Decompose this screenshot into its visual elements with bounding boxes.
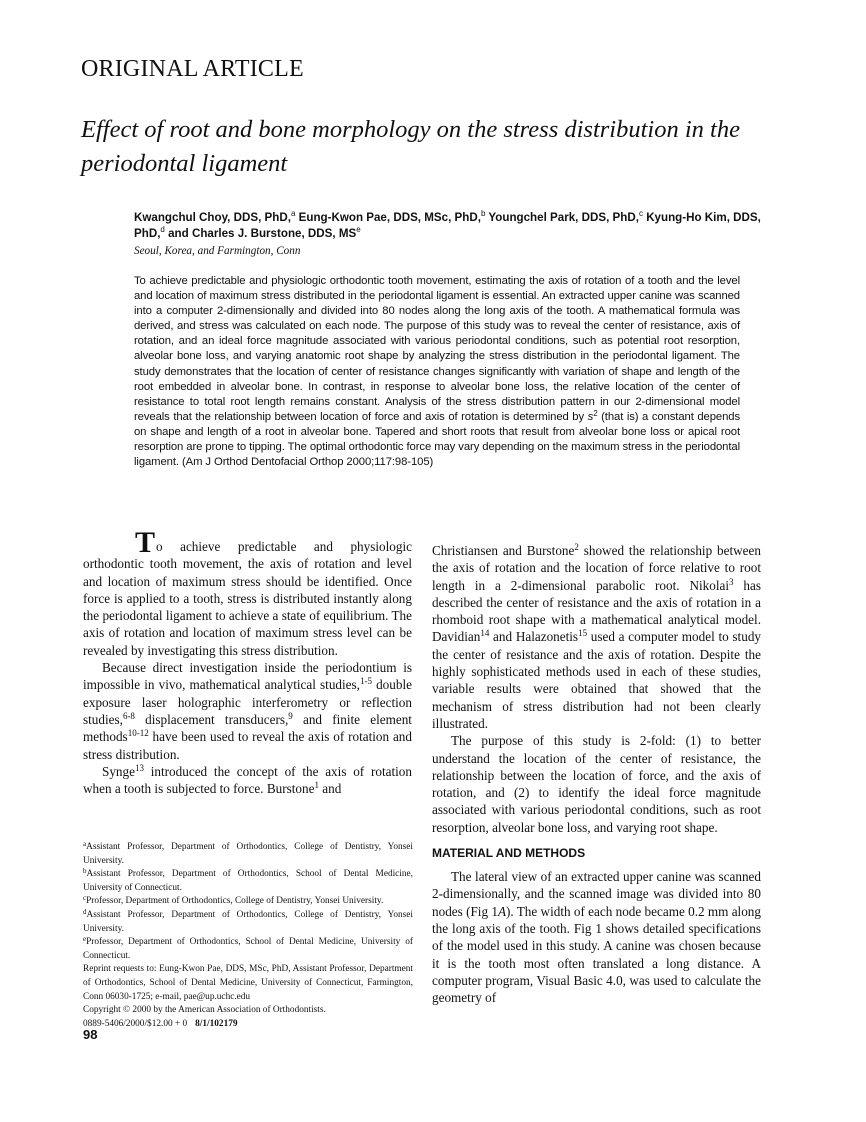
body-paragraph [432,542,761,732]
drop-cap: T [135,526,156,559]
paragraph-text: o achieve predictable and physiologic orthodontic tooth movement, the axis of rotation and level and location of maximum stress should be identified. Once force is applied to a tooth, stress is distributed instantly along the periodontal ligament to achieve a state of equilibrium. The axis of rotation and location of maximum stress level can be revealed by investigating this stress distribution. [83,539,412,658]
affiliation-footnote [83,868,413,895]
abstract-text: To achieve predictable and physiologic orthodontic tooth movement, estimating the axis of rotation of a tooth and the level and location of maximum stress distributed in the periodontal ligament is essential. An extracted upper canine was scanned into a computer 2-dimensionally and divided into 80 nodes along the long axis of the tooth. A mathematical formula was derived, and stress was calculated on each node. The purpose of this study was to reveal the center of resistance, axis of rotation, and an ideal force magnitude associated with various periodontal conditions, such as potential root resorption, alveolar bone loss, and varying anatomic root shape by analyzing the stress distribution in the periodontal ligament. The study demonstrates that the location of center of resistance changes significantly with variation of shape and length of the root embedded in alveolar bone. In contrast, in response to alveolar bone loss, the relative location of the center of resistance to total root length remains constant. Analysis of the stress distribution pattern in our 2-dimensional model reveals that the relationship between location of force and axis of rotation is determined by [134,275,740,423]
paragraph-text: Synge [102,763,135,779]
footnote-marker: c [83,894,87,903]
paragraph-text: has described the center of resistance and the axis of rotation in a rhomboid root shape with a mathematical analytical model. Davidian [432,577,761,645]
author-location: Seoul, Korea, and Farmington, Conn [134,245,301,257]
citation-ref[interactable]: 2 [574,542,579,552]
citation-ref[interactable]: 1 [314,780,319,791]
author-affiliation-marker: e [356,225,361,234]
issn-code: 0889-5406/2000/$12.00 + 0 [83,1018,188,1029]
author-affiliation-marker: c [638,209,643,218]
citation-ref[interactable]: 10-12 [127,728,149,739]
affiliation-footnote [83,841,413,868]
citation-ref[interactable]: 6-8 [122,710,135,721]
author-name: Youngchel Park, DDS, PhD, [488,211,639,224]
paragraph-text: displacement transducers, [134,711,289,727]
body-column-right [432,542,761,1006]
footnote-marker: d [83,907,87,916]
citation-ref[interactable]: 9 [288,710,293,721]
abstract-text: (that is) a constant depends on shape and length of a root in alveolar bone. Tapered and short roots that result from alveolar bone loss or apical root resorption are prone to tipping. The optimal orthodontic force may vary depending on the maximum stress in the periodontal ligament. (Am J Orthod Dentofacial Orthop 2000;117:98-105) [134,410,740,469]
author-list [134,210,764,242]
footnote-text: Assistant Professor, Department of Orthodontics, College of Dentistry, Yonsei University. [83,842,413,866]
paragraph-text: used a computer model to study the center of resistance and the axis of rotation. Despite the highly sophisticated methods used in each of these studies, variable results were obtained that showed that the mechanism of stress distribution had not been clearly illustrated. [432,629,762,731]
citation-ref[interactable]: 3 [729,576,734,587]
body-column-left [83,526,412,797]
footnote-text: Assistant Professor, Department of Orthodontics, School of Dental Medicine, University of Connecticut. [83,869,413,893]
paragraph-text: and finite element methods [83,711,412,745]
article-title: Effect of root and bone morphology on the stress distribution in the periodontal ligament [81,116,740,177]
abstract-symbol: s [587,410,594,423]
citation-ref[interactable]: 15 [578,628,588,639]
footnotes [83,841,413,1031]
footnote-text: Assistant Professor, Department of Orthodontics, College of Dentistry, Yonsei University. [83,909,413,934]
author-name: and Charles J. Burstone, DDS, MS [168,227,357,240]
paragraph-text: introduced the concept of the axis of rotation when a tooth is subjected to force. Burstone [83,763,412,797]
citation-ref[interactable]: 1-5 [359,676,372,687]
abstract [134,274,740,470]
author-name: Kyung-Ho Kim, DDS, PhD, [134,211,761,240]
issn-line [83,1018,413,1032]
footnote-text: Professor, Department of Orthodontics, School of Dental Medicine, University of Connecticut. [83,937,413,961]
footnote-text: Professor, Department of Orthodontics, College of Dentistry, Yonsei University. [86,896,384,907]
affiliation-footnote [83,909,413,936]
paragraph-text: Because direct investigation inside the periodontium is impossible in vivo, mathematical analytical studies, [83,660,412,693]
author-name: Kwangchul Choy, DDS, PhD, [134,211,291,224]
body-paragraph [83,763,412,798]
paragraph-text: and Halazonetis [489,629,579,645]
paragraph-text: showed the relationship between the axis of rotation and the location of force relative to root length in a 2-dimensional parabolic root. Nikolai [432,543,761,593]
paragraph-text: and [318,781,342,797]
affiliation-footnote [83,895,413,909]
figure-ref[interactable]: A [497,903,506,919]
author-name: Eung-Kwon Pae, DDS, MSc, PhD, [298,211,481,224]
paragraph-text: have been used to reveal the axis of rotation and stress distribution. [83,729,412,762]
affiliation-footnote [83,936,413,963]
copyright-notice: Copyright © 2000 by the American Association of Orthodontists. [83,1005,326,1016]
page-number: 98 [83,1027,98,1042]
footnote-marker: a [83,840,87,848]
section-heading: MATERIAL AND METHODS [432,846,586,861]
footnote-marker: e [83,935,87,944]
author-affiliation-marker: a [290,209,296,218]
citation-ref[interactable]: 14 [480,628,490,639]
citation-ref[interactable]: 13 [134,762,144,773]
paragraph-text: double exposure laser holographic interferometry or reflection studies, [83,677,412,727]
intro-paragraph [83,526,412,659]
reprint-request: Reprint requests to: Eung-Kwon Pae, DDS, MSc, PhD, Assistant Professor, Department of Orthodontics, School of Dental Medicine, University of Connecticut, Farmington, Conn 06030-1725; e-mail, pae@up.uchc.edu [83,964,413,1002]
section-label: ORIGINAL ARTICLE [81,56,304,82]
paragraph-text: The lateral view of an extracted upper canine was scanned 2-dimensionally, and the scanned image was divided into 80 nodes (Fig 1 [432,869,761,919]
author-affiliation-marker: d [160,225,165,234]
paragraph-text: Christiansen and Burstone [432,543,575,558]
body-paragraph: The purpose of this study is 2-fold: (1) to better understand the location of the center of resistance, the relationship between the location of force, and the axis of rotation, and (2) to identify the ideal force magnitude associated with various periodontal conditions, such as root resorption, alveolar bone loss, and varying root shape. [432,733,761,835]
body-paragraph [83,659,412,763]
body-paragraph [432,868,761,1006]
abstract-symbol-exponent: 2 [593,408,598,418]
author-affiliation-marker: b [480,209,486,218]
paragraph-text: ). The width of each node became 0.2 mm along the long axis of the tooth. Fig 1 shows detailed specifications of the model used in this study. A canine was chosen because it is the tooth most often translated a long distance. A computer program, Visual Basic 4.0, was used to calculate the geometry of [432,903,761,1006]
footnote-marker: b [83,867,87,876]
article-id: 8/1/102179 [195,1018,238,1029]
